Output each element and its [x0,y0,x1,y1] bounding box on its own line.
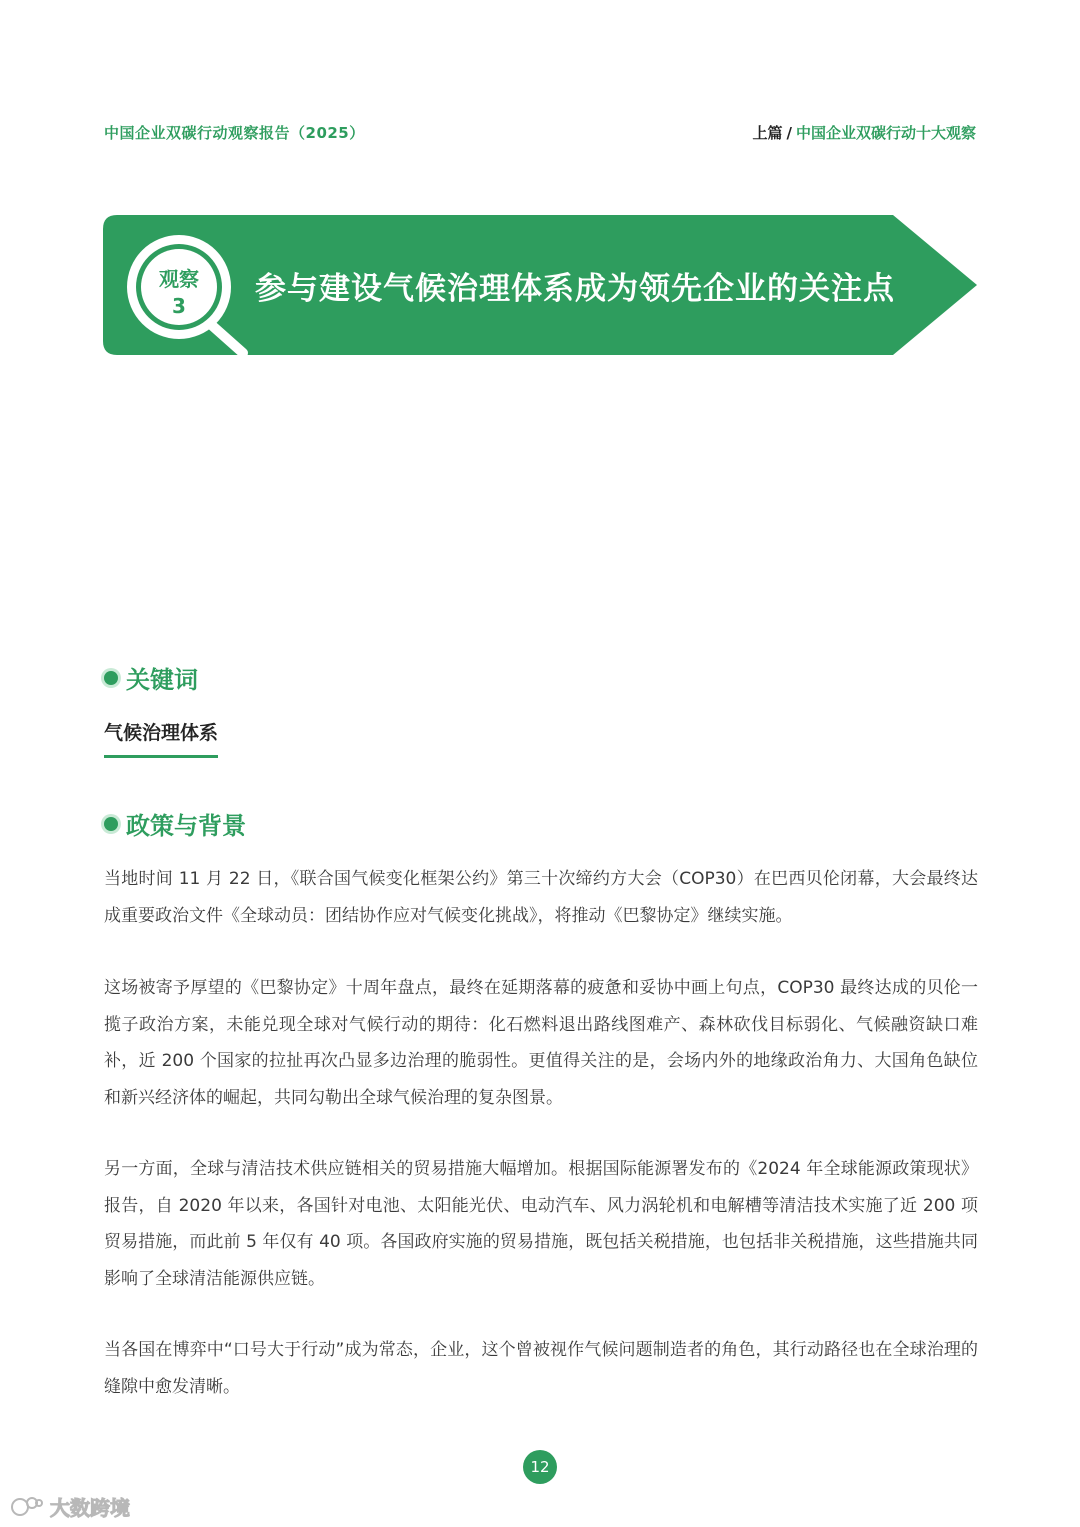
bullet-dot-icon [104,671,118,685]
observation-banner [103,215,979,355]
chapter-label: 中国企业双碳行动十大观察 [795,124,976,142]
watermark [10,1492,130,1521]
watermark-text: 大数跨境 [50,1496,130,1520]
chapter-breadcrumb [752,122,976,143]
watermark-logo-icon [10,1495,44,1519]
page-number: 12 [523,1450,557,1484]
bullet-dot-icon [104,817,118,831]
badge-number: 3 [172,294,186,318]
keywords-heading-text: 关键词 [126,666,198,694]
badge-label: 观察 [159,267,199,291]
paragraph-1: 当地时间 11 月 22 日，《联合国气候变化框架公约》第三十次缔约方大会（COP30）在巴西贝伦闭幕，大会最终达成重要政治文件《全球动员：团结协作应对气候变化挑战》，将推动《巴黎协定》继续实施。 [104,869,978,926]
paragraph-3: 另一方面，全球与清洁技术供应链相关的贸易措施大幅增加。根据国际能源署发布的《2024 年全球能源政策现状》报告，自 2020 年以来，各国针对电池、太阳能光伏、电动汽车、风力涡轮机和电解槽等清洁技术实施了近 200 项贸易措施，而此前 5 年仅有 40 项。各国政府实施的贸易措施，既包括关税措施，也包括非关税措施，这些措施共同影响了全球清洁能源供应链。 [104,1159,978,1289]
paragraph-2: 这场被寄予厚望的《巴黎协定》十周年盘点，最终在延期落幕的疲惫和妥协中画上句点，COP30 最终达成的贝伦一揽子政治方案，未能兑现全球对气候行动的期待：化石燃料退出路线图难产、森林砍伐目标弱化、气候融资缺口难补，近 200 个国家的拉扯再次凸显多边治理的脆弱性。更值得关注的是，会场内外的地缘政治角力、大国角色缺位和新兴经济体的崛起，共同勾勒出全球气候治理的复杂图景。 [104,978,978,1108]
paragraph-4: 当各国在博弈中“口号大于行动”成为常态，企业，这个曾被视作气候问题制造者的角色，其行动路径也在全球治理的缝隙中愈发清晰。 [104,1340,978,1397]
section-label: 上篇 [752,124,783,142]
policy-heading [104,806,246,841]
report-title: 中国企业双碳行动观察报告（2025） [104,124,365,142]
banner-title: 参与建设气候治理体系成为领先企业的关注点 [255,271,895,307]
policy-heading-text: 政策与背景 [126,812,246,840]
keyword-term: 气候治理体系 [104,718,218,758]
observation-badge [129,243,229,329]
keywords-heading [104,660,198,695]
breadcrumb-separator: / [786,124,792,142]
